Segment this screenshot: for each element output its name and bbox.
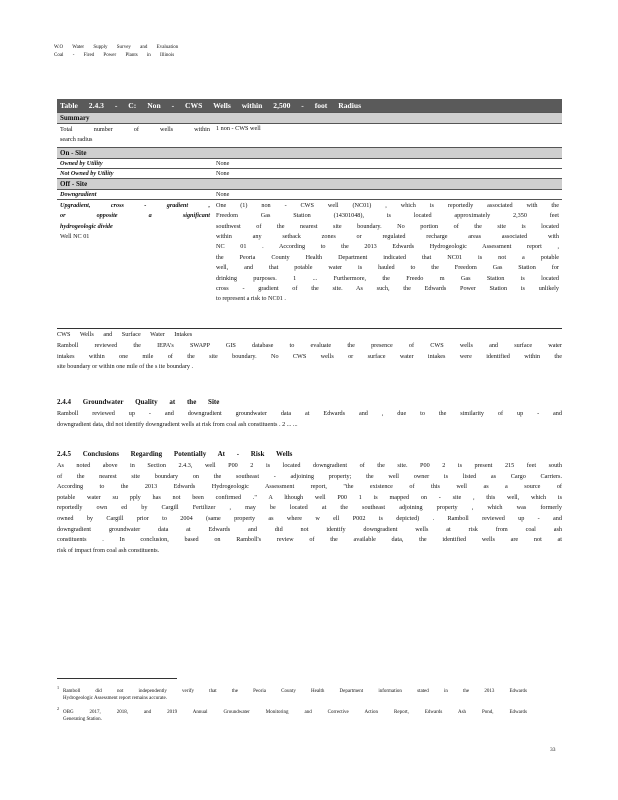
upgradient-label-line-2: or opposite a significant (60, 212, 210, 220)
upgradient-line: drinking purposes. 1 ... Furthermore, the Freedo m Gas Station is located (216, 274, 559, 282)
footnote-2-line: OBG 2017, 2018, and 2019 Annual Groundwater Monitoring and Corrective Action Report, Edwards Ash Pond, Edwards (63, 709, 527, 715)
footnote-divider (57, 678, 177, 679)
page-number: 33 (550, 747, 556, 753)
downgradient-value: None (216, 190, 230, 198)
intakes-line: intakes within one mile of the site boundary. No CWS wells or surface water intakes were identified within the (57, 352, 562, 360)
footnote-1-line: Ramboll did not independently verify that the Peoria County Health Department information stated in the 2013 Edwards (63, 688, 527, 694)
wells-table (57, 99, 562, 329)
summary-label-line-2: search radius (60, 136, 93, 144)
footnote-1-number: 1 (57, 685, 60, 690)
upgradient-line: to represent a risk to NC01 . (216, 295, 286, 303)
upgradient-description (213, 200, 562, 328)
section-2-4-5-line: of the nearest site boundary on the southeast - adjoining property; the well owner is listed as Cargo Carriers. (57, 472, 562, 480)
upgradient-line: cross - gradient of the site. As such, the Edwards Power Station is unlikely (216, 285, 559, 293)
upgradient-label-line-3: hydrogeologic divide (60, 222, 113, 230)
footnote-2-number: 2 (57, 706, 60, 711)
summary-value: 1 non - CWS well (216, 125, 261, 132)
section-2-4-5-heading: 2.4.5 Conclusions Regarding Potentially At - Risk Wells (57, 450, 293, 458)
footnote-1 (57, 684, 527, 702)
summary-label-line-1: Total number of wells within (60, 126, 210, 133)
section-2-4-5-line: According to the 2013 Edwards Hydrogeologic Assessment report, "the existence of this well as a source of (57, 483, 562, 491)
upgradient-line: southwest of the nearest site boundary. No portion of the site is located (216, 222, 559, 230)
summary-section-label: Summary (57, 113, 562, 124)
upgradient-line: the Peoria County Health Department indicated that NC01 is not a potable (216, 253, 559, 261)
section-2-4-5-line: downgradient groundwater data at Edwards and did not identify downgradient wells at risk from coal ash (57, 525, 562, 533)
footnote-1-line: Hydrogeologic Assessment report remains accurate. (63, 695, 167, 701)
section-2-4-5 (57, 450, 562, 556)
section-2-4-5-line: risk of impact from coal ash constituents. (57, 546, 160, 554)
section-2-4-5-line: potable water su pply has not been confirmed ." A lthough well P00 1 is mapped on - site , this well, which is (57, 493, 562, 501)
section-2-4-5-line: As noted above in Section 2.4.3, well P00 2 is located downgradient of the site. P00 2 is present 215 feet south (57, 462, 562, 469)
section-2-4-5-line: constituents . In conclusion, based on Ramboll's review of the available data, the identified wells are not at (57, 536, 562, 544)
section-2-4-4-line: Ramboll reviewed up - and downgradient groundwater data at Edwards and , due to the similarity of up - and (57, 410, 562, 417)
running-header (54, 44, 178, 60)
summary-row (57, 124, 562, 148)
section-2-4-4 (57, 398, 562, 430)
header-line-1: W.O Water Supply Survey and Evaluation (54, 45, 179, 50)
section-2-4-5-line: reportedly own ed by Cargill Fertilizer , may be located at the southeast adjoining property , which was formerly (57, 504, 562, 512)
section-2-4-4-heading: 2.4.4 Groundwater Quality at the Site (57, 398, 220, 406)
upgradient-well-id: Well NC 01 (60, 233, 90, 241)
not-owned-row (57, 169, 562, 179)
onsite-section-label: On - Site (57, 148, 562, 159)
section-2-4-4-line: downgradient data, did not identify downgradient wells at risk from coal ash constituents . 2 ... ... (57, 420, 298, 428)
not-owned-value: None (216, 169, 230, 177)
upgradient-line: One (1) non - CWS well (NC01) , which is reportedly associated with the (216, 201, 559, 209)
owned-label: Owned by Utility (60, 159, 103, 167)
upgradient-line: NC 01 . According to the 2013 Edwards Hydrogeologic Assessment report , (216, 243, 559, 251)
intakes-heading: CWS Wells and Surface Water Intakes (57, 331, 193, 338)
downgradient-row (57, 190, 562, 200)
section-2-4-5-line: owned by Cargill prior to 2004 (same property as where w ell P002 is depicted) . Ramboll reviewed up - and (57, 514, 562, 522)
intakes-line: Ramboll reviewed the IEPA's SWAPP GIS database to evaluate the presence of CWS wells and surface water (57, 342, 562, 349)
upgradient-line: Freedom Gas Station (14301048), is located approximately 2,350 feet (216, 212, 559, 220)
not-owned-label: Not Owned by Utility (60, 169, 114, 177)
table-title: Table 2.4.3 - C: Non - CWS Wells within 2,500 - foot Radius (57, 99, 562, 113)
upgradient-line: well, and that potable water is hauled to the Freedom Gas Station for (216, 264, 559, 272)
upgradient-line: within any setback zones or regulated recharge areas associated with (216, 233, 559, 241)
upgradient-row (57, 200, 562, 329)
owned-value: None (216, 159, 230, 167)
footnote-2-line: Generating Station. (63, 716, 102, 722)
header-line-2: Coal - Fired Power Plants in Illinois (54, 53, 175, 58)
owned-row (57, 159, 562, 169)
downgradient-label: Downgradient (60, 190, 97, 198)
footnote-2 (57, 705, 527, 723)
intakes-section (57, 331, 562, 373)
intakes-line: site boundary or within one mile of the s ite boundary . (57, 363, 194, 371)
upgradient-label-line-1: Upgradient, cross - gradient , (60, 201, 210, 209)
offsite-section-label: Off - Site (57, 179, 562, 190)
